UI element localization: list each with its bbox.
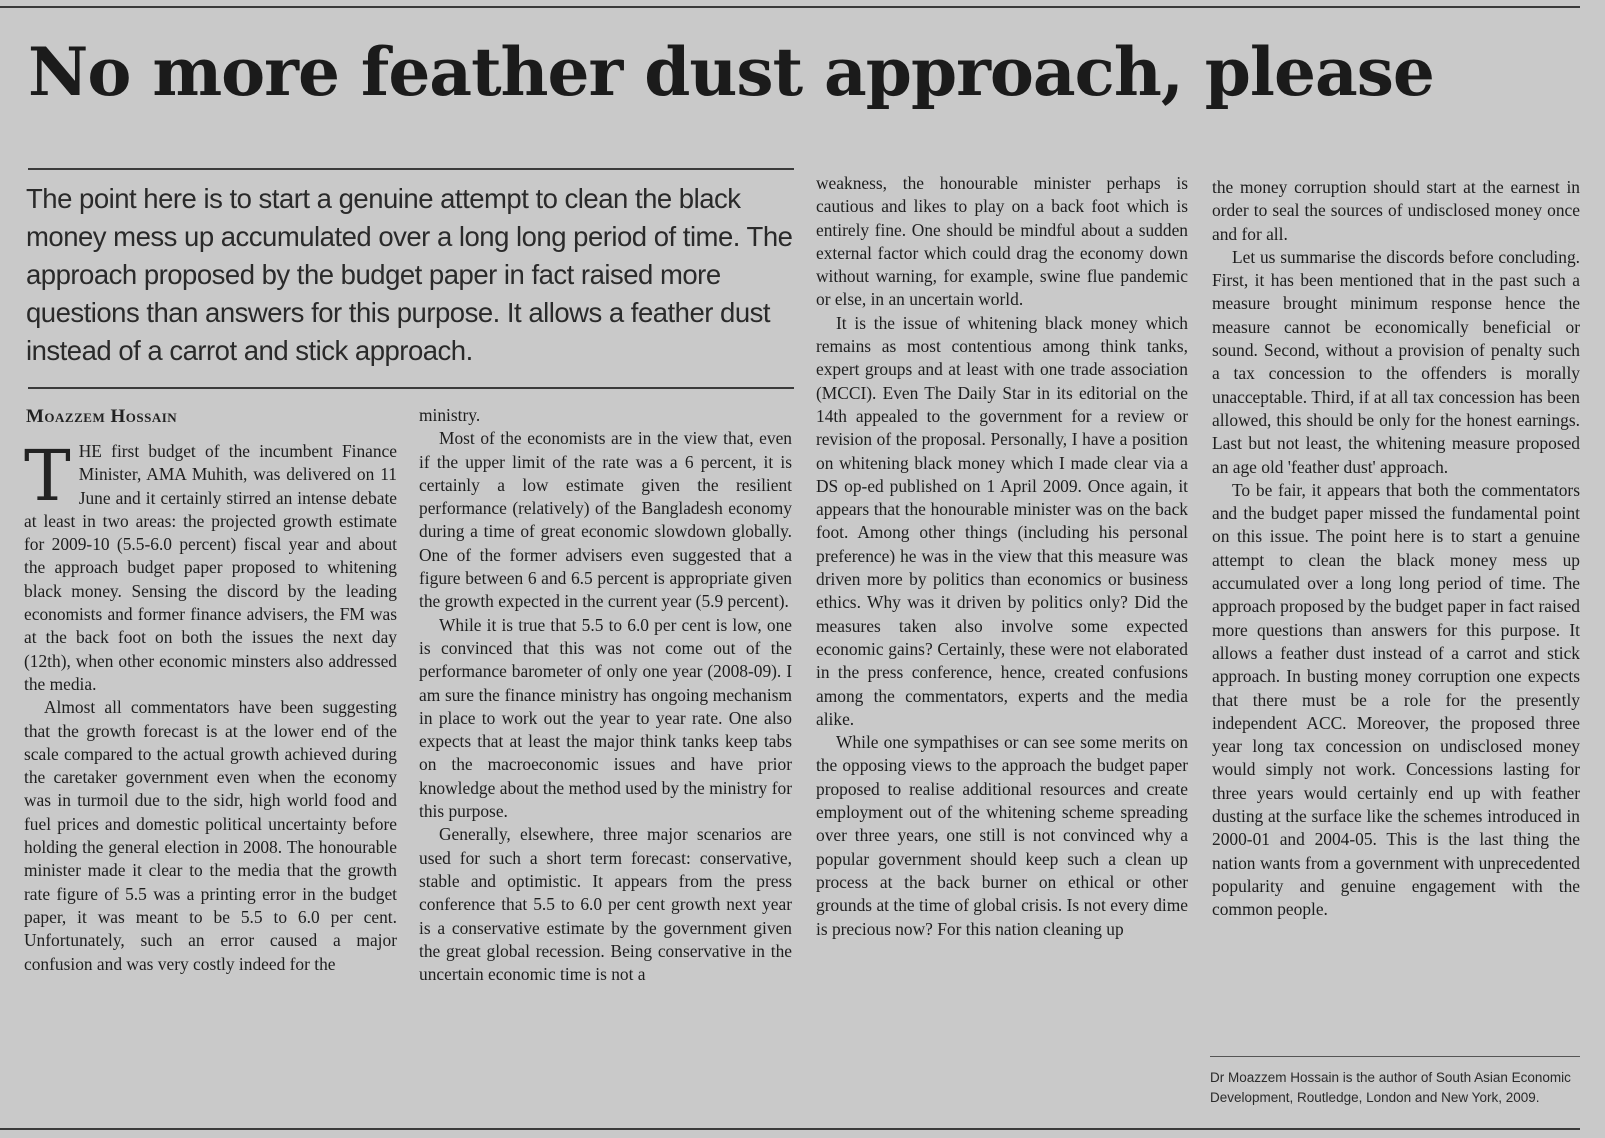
paragraph: ministry. <box>419 405 481 425</box>
paragraph: Almost all commentators have been suggesting that the growth forecast is at the lower end of the scale compared to the actual growth achieved during the caretaker government even when the economy was in turmoil due to the sidr, high world food and fuel prices and domestic political uncertainty before holding the general election in 2008. The honourable minister made it clear to the media that the growth rate figure of 5.5 was a printing error in the budget paper, it was meant to be 5.5 to 6.0 per cent. Unfortunately, such an error caused a major confusion and was very costly indeed for the <box>24 697 397 974</box>
paragraph: Generally, elsewhere, three major scenarios are used for such a short term forecast: conservative, stable and optimistic. It appears from the press conference that 5.5 to 6.0 per cent growth next year is a conservative estimate by the government given the great global recession. Being conservative in the uncertain economic time is not a <box>419 824 792 985</box>
pullquote-bottom-rule <box>28 387 794 389</box>
pullquote-top-rule <box>28 168 794 170</box>
column-3 <box>816 172 1188 941</box>
byline: Moazzem Hossain <box>26 406 178 427</box>
paragraph: THE first budget of the incumbent Finance Minister, AMA Muhith, was delivered on 11 June and it certainly stirred an intense debate at least in two areas: the projected growth estimate for 2009-10 (5.5-6.0 percent) fiscal year and about the approach budget paper proposed to whitening black money. Sensing the discord by the leading economists and former finance advisers, the FM was at the back foot on both the issues the next day (12th), when other economic minsters also addressed the media. <box>24 435 397 694</box>
bottom-rule <box>0 1128 1580 1130</box>
bio-rule <box>1210 1056 1580 1057</box>
paragraph: While one sympathises or can see some merits on the opposing views to the approach the budget paper proposed to realise additional resources and create employment out of the whitening scheme spreading over three years, one still is not convinced why a popular government should keep such a clean up process at the back burner on ethical or other grounds at the time of global crisis. Is not every dime is precious now? For this nation cleaning up <box>816 732 1188 939</box>
drop-cap: T <box>24 435 71 517</box>
paragraph: It is the issue of whitening black money which remains as most contentious among think tanks, expert groups and at least with one trade association (MCCI). Even The Daily Star in its editorial on the 14th appealed to the government for a review or revision of the proposal. Personally, I have a position on whitening black money which I made clear via a DS op-ed published on 1 April 2009. Once again, it appears that the honourable minister was on the back foot. Among other things (including his personal preference) he was in the view that this measure was driven more by politics than economics or business ethics. Why was it driven by politics only? Did the measures taken also involve some expected economic gains? Certainly, these were not elaborated in the press conference, hence, created confusions among the commentators, experts and the media alike. <box>816 312 1188 729</box>
pull-quote: The point here is to start a genuine attempt to clean the black money mess up accumulated over a long long period of time. The approach proposed by the budget paper in fact raised more questions than answers for this purpose. It allows a feather dust instead of a carrot and stick approach. <box>26 183 793 366</box>
paragraph: the money corruption should start at the earnest in order to seal the sources of undisclosed money once and for all. <box>1212 177 1580 244</box>
paragraph: Let us summarise the discords before concluding. First, it has been mentioned that in the past such a measure brought minimum response hence the measure cannot be economically beneficial or sound. Second, without a provision of penalty such a tax concession to the offenders is morally unacceptable. Third, if at all tax concession has been allowed, this should be only for the honest earnings. Last but not least, the whitening measure proposed an age old 'feather dust' approach. <box>1212 246 1580 477</box>
paragraph: While it is true that 5.5 to 6.0 per cent is low, one is convinced that this was not come out of the performance barometer of only one year (2008-09). I am sure the finance ministry has ongoing mechanism in place to work out the year to year rate. One also expects that at least the major think tanks keep tabs on the macroeconomic issues and have prior knowledge about the method used by the ministry for this purpose. <box>419 614 792 822</box>
top-rule <box>0 6 1580 8</box>
headline: No more feather dust approach, please <box>28 33 1434 111</box>
paragraph: weakness, the honourable minister perhaps is cautious and likes to play on a back foot which is entirely fine. One should be mindful about a sudden external factor which could drag the economy down without warning, for example, swine flue pandemic or else, in an uncertain world. <box>816 173 1188 310</box>
column-2 <box>419 404 792 986</box>
paragraph: To be fair, it appears that both the commentators and the budget paper missed the fundamental point on this issue. The point here is to start a genuine attempt to clean the black money mess up accumulated over a long long period of time. The approach proposed by the budget paper in fact raised more questions than answers for this purpose. It allows a feather dust instead of a carrot and stick approach. In busting money corruption one expects that there must be a role for the presently independent ACC. Moreover, the proposed three year long tax concession on undisclosed money would simply not work. Concessions lasting for three years would certainly end up with feather dusting at the surface like the schemes introduced in 2000-01 and 2004-05. This is the last thing the nation wants from a government with unprecedented popularity and genuine engagement with the common people. <box>1212 479 1580 920</box>
paragraph: Most of the economists are in the view that, even if the upper limit of the rate was a 6 percent, it is certainly a low estimate given the resilient performance (relatively) of the Bangladesh economy during a time of great economic slowdown globally. One of the former advisers even suggested that a figure between 6 and 6.5 percent is appropriate given the growth expected in the current year (5.9 percent). <box>419 428 792 612</box>
column-4 <box>1212 176 1580 922</box>
column-1 <box>24 435 397 976</box>
author-bio: Dr Moazzem Hossain is the author of South Asian Economic Development, Routledge, London and New York, 2009. <box>1210 1070 1571 1105</box>
